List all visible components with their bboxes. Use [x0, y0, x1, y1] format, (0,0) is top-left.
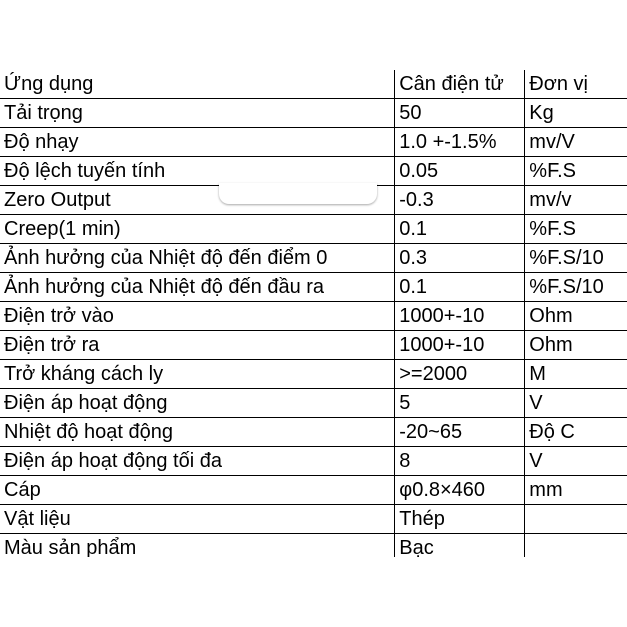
table-row: [0, 302, 627, 331]
spec-name-cell: Zero Output: [0, 186, 395, 215]
spec-unit-cell: Độ C: [525, 418, 627, 447]
spec-name-cell: Điện áp hoạt động tối đa: [0, 447, 395, 476]
spec-table: [0, 70, 627, 557]
spec-name-cell: Vật liệu: [0, 505, 395, 534]
spec-name-cell: Điện trở ra: [0, 331, 395, 360]
spec-value-cell: 1.0 +-1.5%: [395, 128, 525, 157]
table-row: [0, 447, 627, 476]
spec-unit-cell: M: [525, 360, 627, 389]
spec-sheet: [0, 70, 627, 557]
table-row: [0, 128, 627, 157]
header-electronic-scale: Cân điện tử: [395, 70, 525, 99]
table-row: [0, 505, 627, 534]
table-row: [0, 534, 627, 558]
spec-name-cell: Cáp: [0, 476, 395, 505]
spec-value-cell: 8: [395, 447, 525, 476]
header-unit: Đơn vị: [525, 70, 627, 99]
spec-value-cell: 0.1: [395, 273, 525, 302]
spec-unit-cell: [525, 534, 627, 558]
spec-name-cell: Ảnh hưởng của Nhiệt độ đến điểm 0: [0, 244, 395, 273]
spec-value-cell: -20~65: [395, 418, 525, 447]
spec-name-cell: Trở kháng cách ly: [0, 360, 395, 389]
spec-name-cell: Độ nhạy: [0, 128, 395, 157]
spec-value-cell: 5: [395, 389, 525, 418]
table-row: [0, 418, 627, 447]
table-row: [0, 99, 627, 128]
overlay-pill: [219, 183, 377, 204]
spec-value-cell: 1000+-10: [395, 331, 525, 360]
spec-value-cell: 0.05: [395, 157, 525, 186]
table-row: [0, 215, 627, 244]
table-row: [0, 360, 627, 389]
spec-name-cell: Creep(1 min): [0, 215, 395, 244]
spec-unit-cell: V: [525, 389, 627, 418]
spec-value-cell: 50: [395, 99, 525, 128]
spec-table-body: [0, 70, 627, 557]
table-row: [0, 244, 627, 273]
table-row: [0, 476, 627, 505]
spec-value-cell: φ0.8×460: [395, 476, 525, 505]
spec-value-cell: Bạc: [395, 534, 525, 558]
spec-name-cell: Điện trở vào: [0, 302, 395, 331]
spec-unit-cell: %F.S/10: [525, 244, 627, 273]
table-row: [0, 331, 627, 360]
spec-name-cell: Độ lệch tuyến tính: [0, 157, 395, 186]
spec-name-cell: Tải trọng: [0, 99, 395, 128]
table-row: [0, 157, 627, 186]
spec-unit-cell: [525, 505, 627, 534]
spec-value-cell: >=2000: [395, 360, 525, 389]
table-row: [0, 273, 627, 302]
table-row: [0, 389, 627, 418]
spec-unit-cell: %F.S/10: [525, 273, 627, 302]
spec-unit-cell: Kg: [525, 99, 627, 128]
spec-unit-cell: mm: [525, 476, 627, 505]
spec-value-cell: 1000+-10: [395, 302, 525, 331]
spec-name-cell: Màu sản phẩm: [0, 534, 395, 558]
spec-value-cell: 0.3: [395, 244, 525, 273]
spec-unit-cell: V: [525, 447, 627, 476]
spec-unit-cell: %F.S: [525, 215, 627, 244]
header-application: Ứng dụng: [0, 70, 395, 99]
spec-value-cell: -0.3: [395, 186, 525, 215]
spec-unit-cell: Ohm: [525, 302, 627, 331]
spec-name-cell: Nhiệt độ hoạt động: [0, 418, 395, 447]
spec-unit-cell: mv/v: [525, 186, 627, 215]
spec-name-cell: Điện áp hoạt động: [0, 389, 395, 418]
spec-value-cell: 0.1: [395, 215, 525, 244]
spec-unit-cell: Ohm: [525, 331, 627, 360]
spec-name-cell: Ảnh hưởng của Nhiệt độ đến đầu ra: [0, 273, 395, 302]
spec-value-cell: Thép: [395, 505, 525, 534]
spec-unit-cell: mv/V: [525, 128, 627, 157]
table-header-row: [0, 70, 627, 99]
spec-unit-cell: %F.S: [525, 157, 627, 186]
